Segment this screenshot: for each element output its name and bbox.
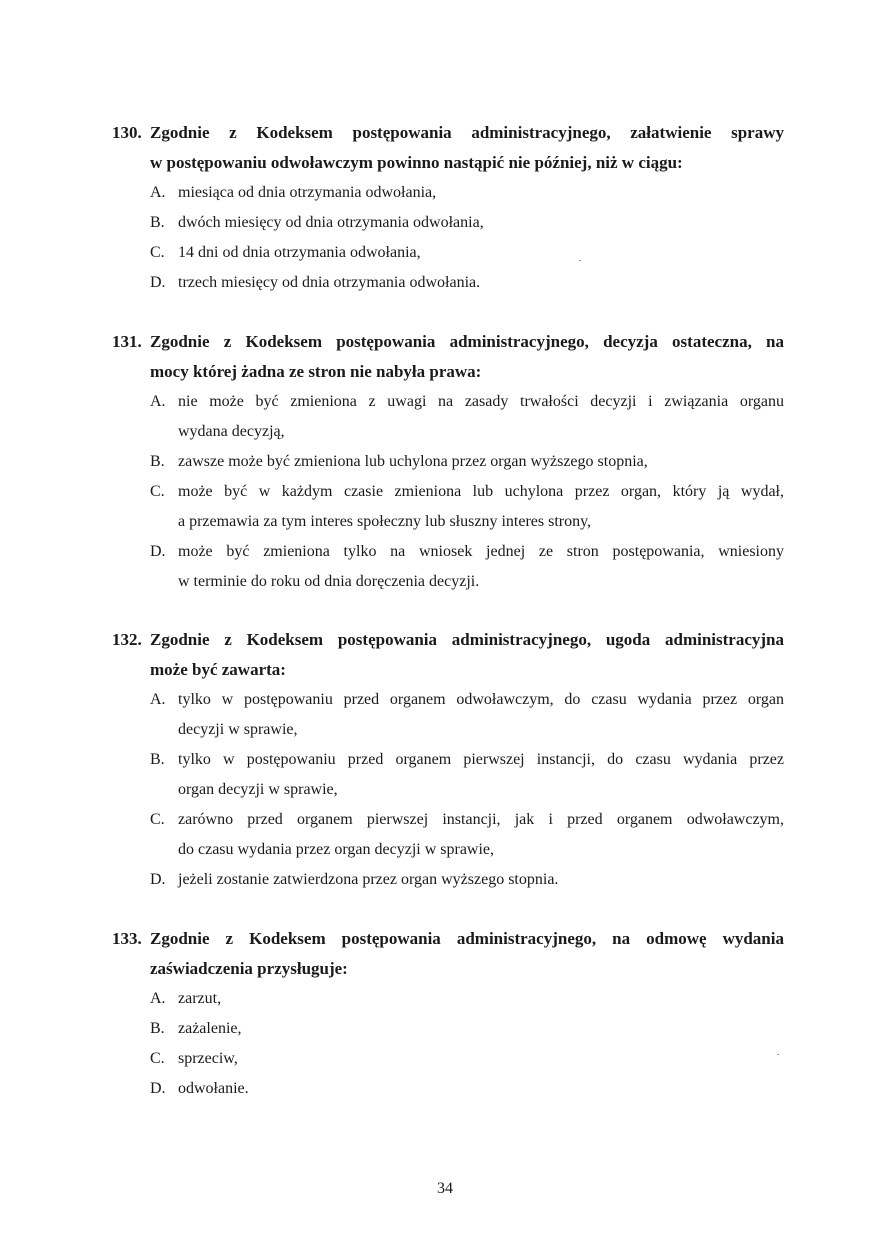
question-number: 130. [112, 123, 142, 142]
answer-letter: C. [150, 483, 165, 500]
answer-option [150, 447, 784, 477]
answer-letter: B. [150, 1020, 165, 1037]
scan-speck [579, 260, 581, 261]
answer-option [150, 238, 784, 268]
answer-line: może być w każdym czasie zmieniona lub uchylona przez organ, który ją wydał, [178, 483, 784, 500]
answer-letter: B. [150, 453, 165, 470]
answer-line: zarówno przed organem pierwszej instancji, jak i przed organem odwoławczym, [178, 811, 784, 828]
question-131 [112, 327, 784, 597]
answer-line: wydana decyzją, [178, 423, 285, 440]
answer-line: w terminie do roku od dnia doręczenia decyzji. [178, 573, 480, 590]
answer-option [150, 865, 784, 895]
question-line: mocy której żadna ze stron nie nabyła prawa: [150, 362, 482, 381]
answer-line: nie może być zmieniona z uwagi na zasady trwałości decyzji i związania organu [178, 393, 784, 410]
answer-letter: C. [150, 1050, 165, 1067]
answer-letter: C. [150, 811, 165, 828]
answer-letter: B. [150, 751, 165, 768]
answer-line: organ decyzji w sprawie, [178, 781, 338, 798]
answer-letter: D. [150, 871, 166, 888]
question-line: Zgodnie z Kodeksem postępowania administracyjnego, decyzja ostateczna, na [150, 332, 784, 351]
answer-line: może być zmieniona tylko na wniosek jednej ze stron postępowania, wniesiony [178, 543, 784, 560]
answer-list [112, 685, 784, 895]
question-line: w postępowaniu odwoławczym powinno nastąpić nie później, niż w ciągu: [150, 153, 683, 172]
answer-letter: A. [150, 990, 166, 1007]
answer-line: a przemawia za tym interes społeczny lub słuszny interes strony, [178, 513, 592, 530]
question-number: 133. [112, 929, 142, 948]
answer-line: tylko w postępowaniu przed organem odwoławczym, do czasu wydania przez organ [178, 691, 784, 708]
answer-letter: A. [150, 691, 166, 708]
answer-option [150, 685, 784, 745]
answer-line: zarzut, [178, 990, 222, 1007]
answer-letter: C. [150, 244, 165, 261]
question-text [112, 625, 784, 685]
page-number: 34 [437, 1180, 453, 1197]
answer-letter: B. [150, 214, 165, 231]
answer-line: jeżeli zostanie zatwierdzona przez organ wyższego stopnia. [178, 871, 559, 888]
answer-letter: D. [150, 543, 166, 560]
question-line: Zgodnie z Kodeksem postępowania administracyjnego, na odmowę wydania [150, 929, 784, 948]
answer-option [150, 1014, 784, 1044]
answer-line: odwołanie. [178, 1080, 249, 1097]
answer-letter: A. [150, 393, 166, 410]
answer-list [112, 178, 784, 298]
question-text [112, 327, 784, 387]
answer-line: decyzji w sprawie, [178, 721, 298, 738]
question-133 [112, 924, 784, 1104]
question-number: 132. [112, 630, 142, 649]
answer-option [150, 178, 784, 208]
scan-speck [777, 1054, 779, 1055]
answer-option [150, 805, 784, 865]
question-number: 131. [112, 332, 142, 351]
answer-line: sprzeciw, [178, 1050, 238, 1067]
answer-option [150, 208, 784, 238]
question-line: Zgodnie z Kodeksem postępowania administracyjnego, załatwienie sprawy [150, 123, 784, 142]
answer-letter: A. [150, 184, 166, 201]
answer-option [150, 1044, 784, 1074]
question-130 [112, 118, 784, 298]
answer-option [150, 537, 784, 597]
question-line: zaświadczenia przysługuje: [150, 959, 348, 978]
question-line: Zgodnie z Kodeksem postępowania administracyjnego, ugoda administracyjna [150, 630, 784, 649]
answer-option [150, 745, 784, 805]
answer-line: dwóch miesięcy od dnia otrzymania odwołania, [178, 214, 484, 231]
answer-line: zażalenie, [178, 1020, 242, 1037]
question-text [112, 118, 784, 178]
answer-line: tylko w postępowaniu przed organem pierwszej instancji, do czasu wydania przez [178, 751, 784, 768]
answer-line: zawsze może być zmieniona lub uchylona przez organ wyższego stopnia, [178, 453, 648, 470]
answer-letter: D. [150, 274, 166, 291]
answer-line: miesiąca od dnia otrzymania odwołania, [178, 184, 437, 201]
answer-option [150, 268, 784, 298]
answer-option [150, 477, 784, 537]
answer-list [112, 387, 784, 597]
answer-option [150, 1074, 784, 1104]
question-132 [112, 625, 784, 895]
answer-line: do czasu wydania przez organ decyzji w sprawie, [178, 841, 495, 858]
answer-option [150, 984, 784, 1014]
answer-letter: D. [150, 1080, 166, 1097]
answer-option [150, 387, 784, 447]
answer-line: 14 dni od dnia otrzymania odwołania, [178, 244, 421, 261]
question-text [112, 924, 784, 984]
answer-list [112, 984, 784, 1104]
answer-line: trzech miesięcy od dnia otrzymania odwołania. [178, 274, 481, 291]
question-line: może być zawarta: [150, 660, 286, 679]
